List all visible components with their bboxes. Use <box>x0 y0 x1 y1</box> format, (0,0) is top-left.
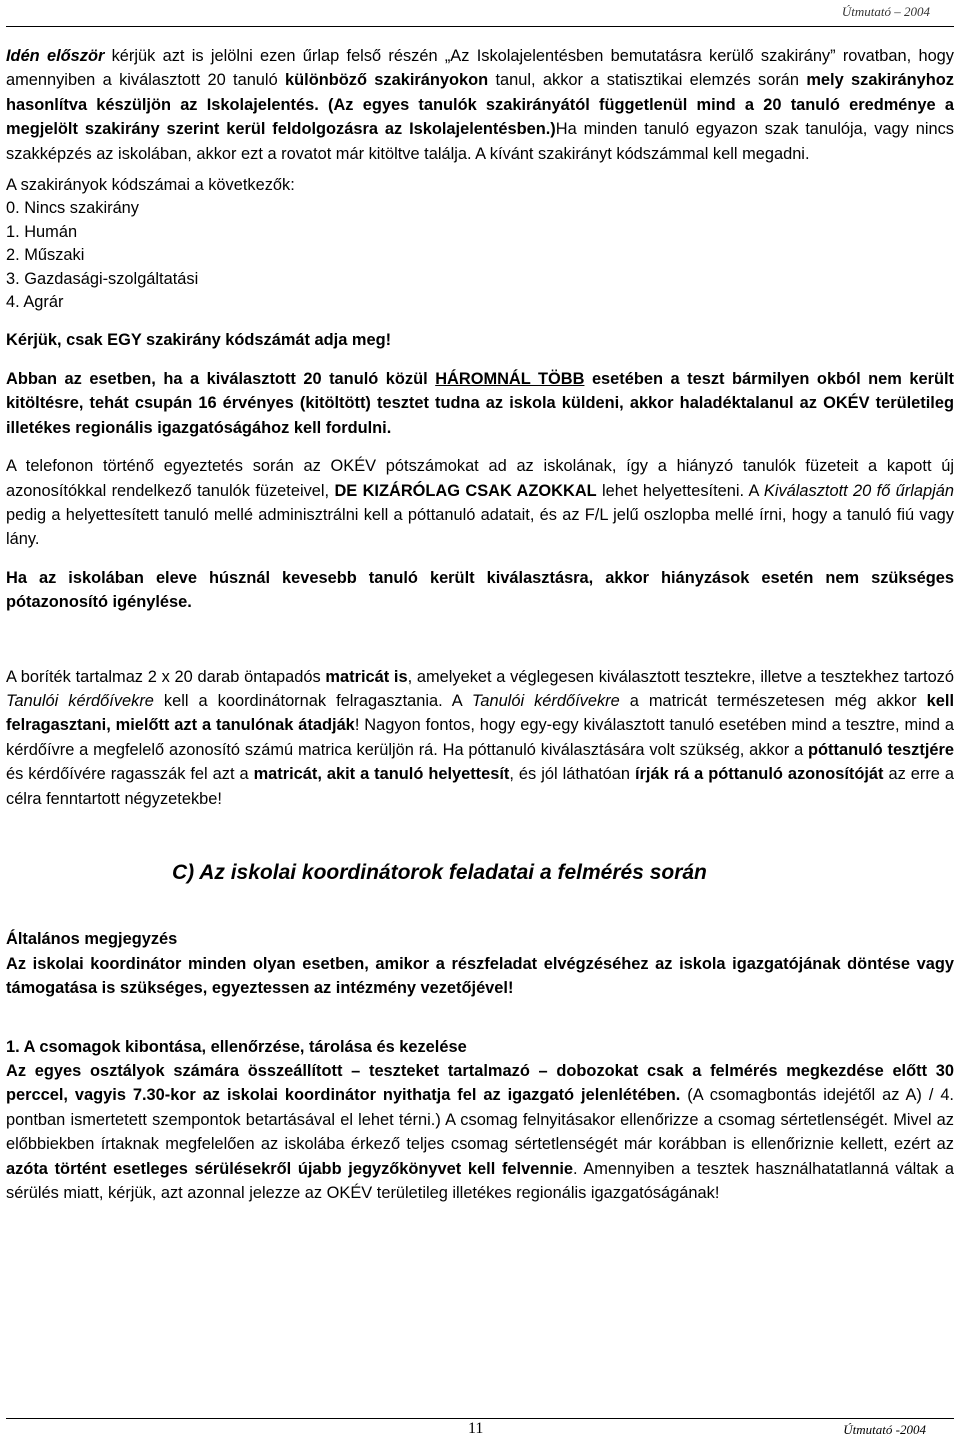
text-run: pedig a helyettesített tanuló mellé adminisztrálni kell a póttanuló adatait, és az F/L jelű oszlopba mellé írni, hogy a tanuló fiú vagy lány. <box>6 505 954 549</box>
text-run: Idén először <box>6 47 105 65</box>
text-run: matricát, akit a tanuló helyettesít <box>253 765 510 784</box>
text-run: tanul, akkor a statisztikai elemzés során <box>488 71 807 90</box>
text-run: azóta történt esetleges sérülésekről újabb jegyzőkönyvet kell felvennie <box>6 1159 574 1178</box>
text-run: póttanuló tesztjére <box>808 740 954 759</box>
text-run: a matricát természetesen még akkor <box>619 691 927 710</box>
text-run: mely szakirányhoz hasonlítva készüljön az Iskolajelentés. (Az egyes tanulók szakirányától függetlenül mind a 20 tanuló eredménye a megjelölt szakirány szerint kerül feldolgozásra az Iskolajelentésben.) <box>6 71 954 139</box>
text-run: esetében a teszt bármilyen okból nem került kitöltésre, tehát csupán 16 érvényes (kitöltött) tesztet tudna az iskola küldeni, akkor haladéktalanul az OKÉV területileg illetékes regionális igazgatóságához kell fordulni. <box>6 369 954 437</box>
text-run: Az egyes osztályok számára összeállított – teszteket tartalmazó – dobozokat csak a felmérés megkezdése előtt 30 perccel, vagyis 7.30-kor az iskolai koordinátor nyithatja fel az igazgató jelenlétében. <box>6 1062 954 1105</box>
text-run: Tanulói kérdőívekre <box>6 691 154 710</box>
text-run: írják rá a póttanuló azonosítóját <box>635 765 884 784</box>
paragraph-specialization <box>6 44 954 166</box>
page-number: 11 <box>468 1420 484 1437</box>
list-item: 0. Nincs szakirány <box>6 199 139 218</box>
list-item: 3. Gazdasági-szolgáltatási <box>6 269 199 288</box>
paragraph-school: Ha az iskolában eleve húsznál kevesebb tanuló került kiválasztásra, akkor hiányzások esetén nem szükséges pótazonosító igénylése. <box>6 568 954 612</box>
list-item: 2. Műszaki <box>6 246 85 265</box>
text-run: különböző szakirányokon <box>285 71 489 90</box>
text-run: és kérdőívére ragasszák fel azt a <box>6 765 254 784</box>
text-run: (A csomagbontás idejétől az A) / 4. pontban ismertetett szempontok betartásával el lehet térni.) A csomag felnyitásakor ellenőrizze a csomag sértetlenségét. Mivel az előbbiekben írtaknak megfelelően az iskolába érkező teljes csomag sértetlenségét már korábban is ellenőriznie kellett, ezért az <box>6 1086 954 1154</box>
text-run: , és jól láthatóan <box>509 765 635 784</box>
paragraph-phone <box>6 454 954 552</box>
text-run: kérjük azt is jelölni ezen űrlap felső részén „Az Iskolajelentésben bemutatásra kerülő szakirány” rovatban, hogy amennyiben a kiválasztott 20 tanuló <box>6 47 954 90</box>
footer-divider <box>6 1418 954 1419</box>
code-list <box>6 174 954 314</box>
text-run: Abban az esetben, ha a kiválasztott 20 tanuló közül <box>6 369 436 388</box>
text-run: HÁROMNÁL TÖBB <box>435 369 585 388</box>
text-run: Tanulói kérdőívekre <box>471 691 620 710</box>
text-run: . Amennyiben a tesztek használhatatlanná váltak a sérülés miatt, kérjük, azt azonnal jelezze az OKÉV területileg illetékes regionális igazgatóságának! <box>6 1159 955 1203</box>
text-run: , amelyeket a véglegesen kiválasztott tesztekre, illetve a tesztekhez tartozó <box>407 667 954 686</box>
section-c-title: C) Az iskolai koordinátorok feladatai a felmérés során <box>172 860 707 884</box>
code-list-intro: A szakirányok kódszámai a következők: <box>6 176 295 195</box>
item1-heading: 1. A csomagok kibontása, ellenőrzése, tárolása és kezelése <box>6 1037 467 1056</box>
code-note: Kérjük, csak EGY szakirány kódszámát adja meg! <box>6 331 392 350</box>
paragraph-envelope <box>6 665 954 811</box>
text-run: az erre a célra fenntartott négyzetekbe! <box>6 765 954 808</box>
list-item: 1. Humán <box>6 222 78 241</box>
paragraph-fewer-tests <box>6 367 954 440</box>
text-run: lehet helyettesíteni. A <box>596 481 764 500</box>
text-run: kell felragasztani, mielőtt azt a tanulónak átadják <box>6 691 954 735</box>
text-run: Ha minden tanuló egyazon szak tanulója, vagy nincs szakképzés az iskolában, akkor ezt a rovatot már kitöltve találja. A kívánt szakirányt kódszámmal kell megadni. <box>6 120 954 163</box>
text-run: A boríték tartalmaz 2 x 20 darab öntapadós <box>6 667 326 686</box>
header-divider <box>6 26 954 27</box>
text-run: A telefonon történő egyeztetés során az OKÉV pótszámokat ad az iskolának, így a hiányzó tanulók füzeteit a kapott új azonosítókkal rendelkező tanulók füzeteivel, <box>6 457 954 500</box>
general-heading: Általános megjegyzés <box>6 930 178 949</box>
text-run: ! Nagyon fontos, hogy egy-egy kiválasztott tanuló esetében mind a tesztre, mind a kérdőívre a megfelelő azonosító számú matrica kerüljön rá. Ha póttanuló kiválasztására volt szükség, akkor a <box>6 716 955 759</box>
text-run: kell a koordinátornak felragasztania. A <box>153 691 472 710</box>
text-run: matricát is <box>325 667 408 686</box>
page-header-title: Útmutató – 2004 <box>841 4 930 19</box>
text-run: DE KIZÁRÓLAG CSAK AZOKKAL <box>334 481 597 500</box>
item1-text <box>6 1059 954 1205</box>
general-text: Az iskolai koordinátor minden olyan esetben, amikor a részfeladat elvégzéséhez az iskola igazgatójának döntése vagy támogatása is szükséges, egyeztessen az intézmény vezetőjével! <box>6 954 954 998</box>
document-body <box>6 44 954 1205</box>
text-run: Kiválasztott 20 fő űrlapján <box>763 481 954 500</box>
footer-title: Útmutató -2004 <box>843 1422 926 1437</box>
list-item: 4. Agrár <box>6 293 64 312</box>
